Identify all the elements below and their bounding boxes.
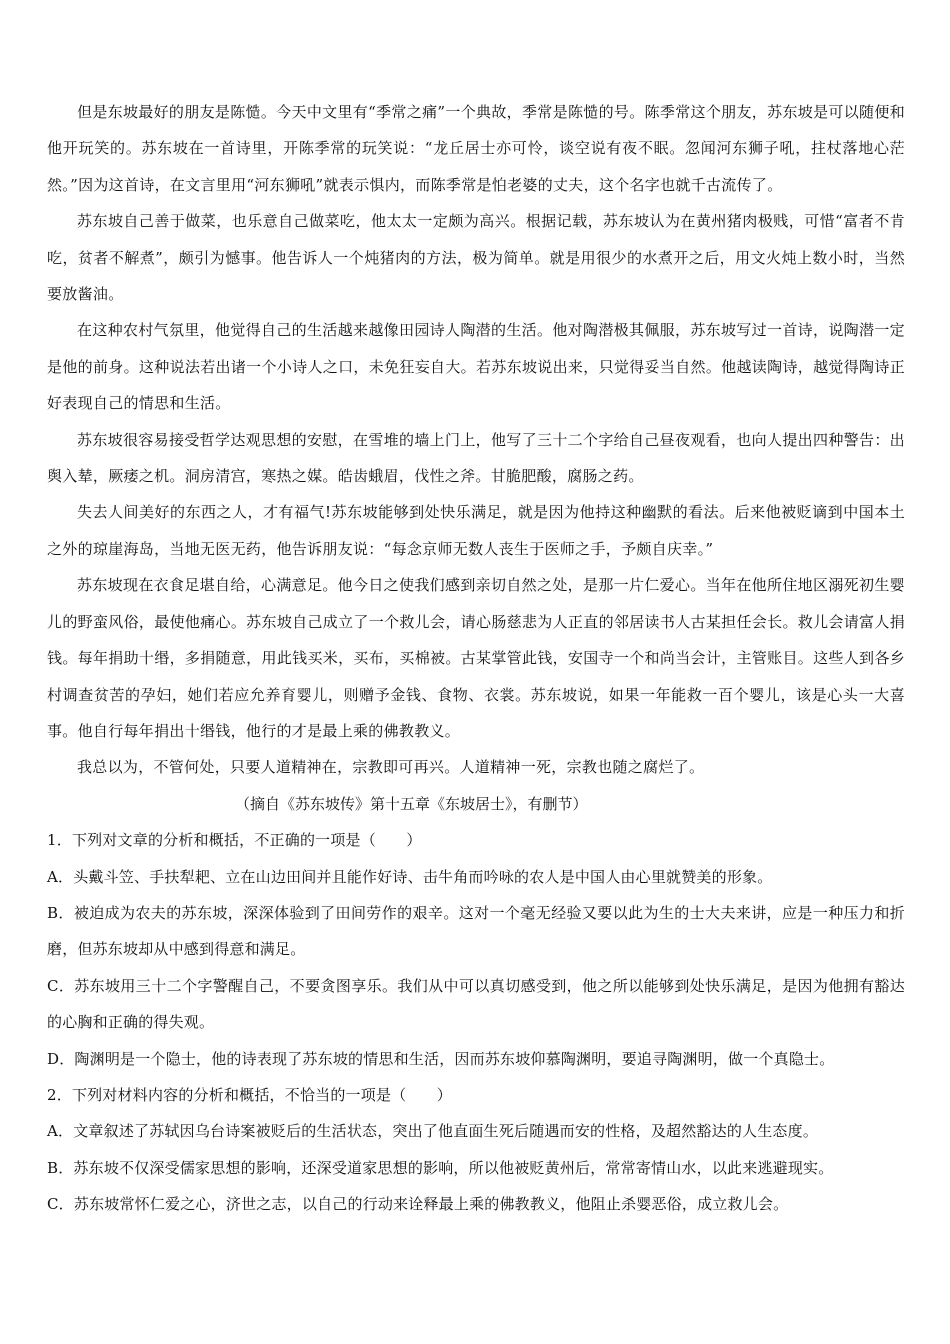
passage-paragraph: 但是东坡最好的朋友是陈慥。今天中文里有“季常之痛”一个典故，季常是陈慥的号。陈季常这个朋友，苏东坡是可以随便和他开玩笑的。苏东坡在一首诗里，开陈季常的玩笑说：“龙丘居士亦可怜，谈空说有夜不眠。忽闻河东狮子吼，拄杖落地心茫然。”因为这首诗，在文言里用“河东狮吼”就表示惧内，而陈季常是怕老婆的丈夫，这个名字也就千古流传了。 bbox=[47, 103, 905, 194]
option-b: B．被迫成为农夫的苏东坡，深深体验到了田间劳作的艰辛。这对一个毫无经验又要以此为生的士大夫来讲，应是一种压力和折磨，但苏东坡却从中感到得意和满足。 bbox=[47, 903, 905, 959]
passage-paragraph: 苏东坡现在衣食足堪自给，心满意足。他今日之使我们感到亲切自然之处，是那一片仁爱心。当年在他所住地区溺死初生婴儿的野蛮风俗，最使他痛心。苏东坡自己成立了一个救儿会，请心肠慈悲为人正直的邻居读书人古某担任会长。救儿会请富人捐钱。每年捐助十缗，多捐随意，用此钱买米，买布，买棉被。古某掌管此钱，安国寺一个和尚当会计，主管账目。这些人到各乡村调查贫苦的孕妇，她们若应允养育婴儿，则赠予金钱、食物、衣裳。苏东坡说，如果一年能救一百个婴儿，该是心头一大喜事。他自行每年捐出十缗钱，他行的才是最上乘的佛教教义。 bbox=[47, 576, 905, 740]
question-stem: 2．下列对材料内容的分析和概括，不恰当的一项是（ ） bbox=[47, 1085, 452, 1104]
passage-paragraph: 我总以为，不管何处，只要人道精神在，宗教即可再兴。人道精神一死，宗教也随之腐烂了。 bbox=[77, 758, 705, 777]
option-b: B．苏东坡不仅深受儒家思想的影响，还深受道家思想的影响，所以他被贬黄州后，常常寄情山水，以此来逃避现实。 bbox=[47, 1158, 834, 1177]
passage-paragraph: 苏东坡自己善于做菜，也乐意自己做菜吃，他太太一定颇为高兴。根据记载，苏东坡认为在黄州猪肉极贱，可惜“富者不肯吃，贫者不解煮”，颇引为憾事。他告诉人一个炖猪肉的方法，极为简单。就是用很少的水煮开之后，用文火炖上数小时，当然要放酱油。 bbox=[47, 212, 905, 304]
document-page bbox=[47, 94, 905, 1223]
passage-paragraph: 在这种农村气氛里，他觉得自己的生活越来越像田园诗人陶潜的生活。他对陶潜极其佩服，苏东坡写过一首诗，说陶潜一定是他的前身。这种说法若出诸一个小诗人之口，未免狂妄自大。若苏东坡说出来，只觉得妥当自然。他越读陶诗，越觉得陶诗正好表现自己的情思和生活。 bbox=[47, 321, 905, 413]
option-a: A．文章叙述了苏轼因乌台诗案被贬后的生活状态，突出了他直面生死后随遇而安的性格，及超然豁达的人生态度。 bbox=[47, 1122, 819, 1141]
option-d: D．陶渊明是一个隐士，他的诗表现了苏东坡的情思和生活，因而苏东坡仰慕陶渊明，要追寻陶渊明，做一个真隐士。 bbox=[47, 1049, 835, 1068]
passage-paragraph: 苏东坡很容易接受哲学达观思想的安慰，在雪堆的墙上门上，他写了三十二个字给自己昼夜观看，也向人提出四种警告：出舆入辇，厥痿之机。洞房清宫，寒热之媒。皓齿蛾眉，伐性之斧。甘脆肥酸，腐肠之药。 bbox=[47, 430, 905, 486]
question-1 bbox=[47, 822, 905, 1077]
passage bbox=[47, 94, 905, 822]
option-a: A．头戴斗笠、手扶犁耙、立在山边田间并且能作好诗、击牛角而吟咏的农人是中国人由心里就赞美的形象。 bbox=[47, 867, 773, 886]
question-stem: 1．下列对文章的分析和概括，不正确的一项是（ ） bbox=[47, 831, 422, 850]
question-2 bbox=[47, 1077, 905, 1223]
passage-source: （摘自《苏东坡传》第十五章《东坡居士》，有删节） bbox=[235, 794, 588, 813]
option-c: C．苏东坡用三十二个字警醒自己，不要贪图享乐。我们从中可以真切感受到，他之所以能够到处快乐满足，是因为他拥有豁达的心胸和正确的得失观。 bbox=[47, 976, 905, 1032]
passage-paragraph: 失去人间美好的东西之人，才有福气!苏东坡能够到处快乐满足，就是因为他持这种幽默的看法。后来他被贬谪到中国本土之外的琼崖海岛，当地无医无药，他告诉朋友说：“每念京师无数人丧生于医师之手，予颇自庆幸。” bbox=[47, 503, 905, 558]
option-c: C．苏东坡常怀仁爱之心，济世之志，以自己的行动来诠释最上乘的佛教教义，他阻止杀婴恶俗，成立救儿会。 bbox=[47, 1195, 789, 1214]
